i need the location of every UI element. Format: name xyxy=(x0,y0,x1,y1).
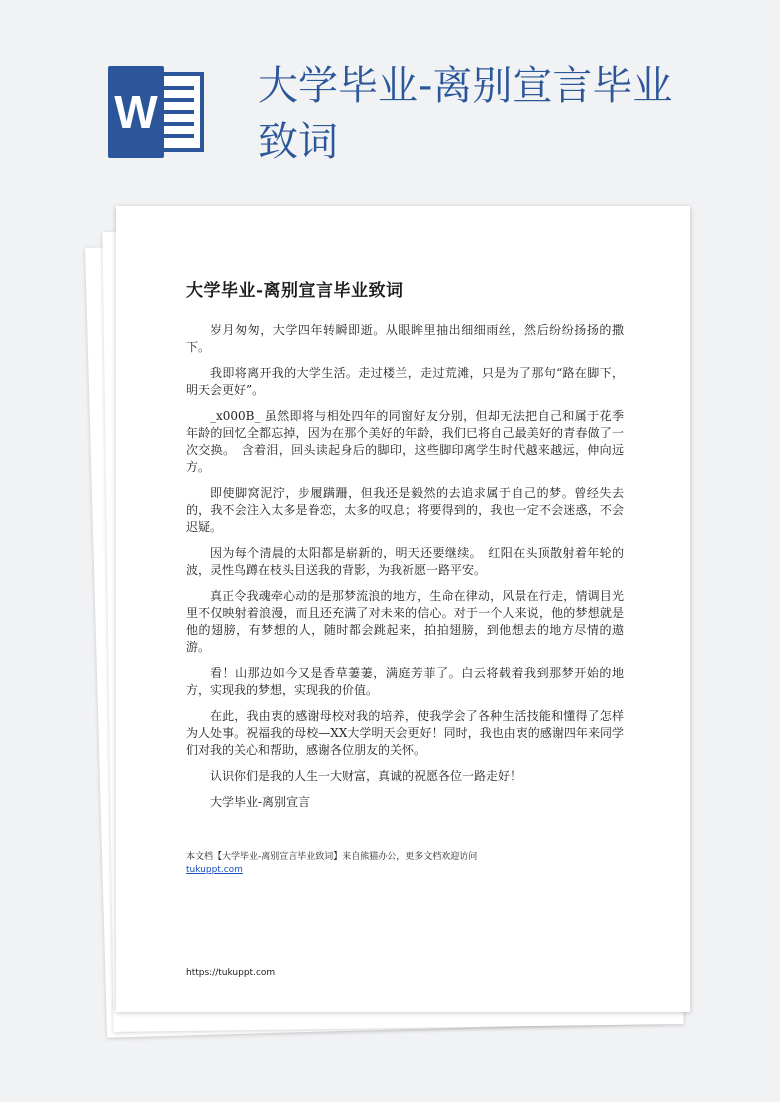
paragraph: 即使脚窝泥泞，步履蹒跚，但我还是毅然的去追求属于自己的梦。曾经失去的，我不会注入太多是眷恋，太多的叹息；将要得到的，我也一定不会迷惑，不会迟疑。 xyxy=(186,486,624,534)
paragraph: 在此，我由衷的感谢母校对我的培养，使我学会了各种生活技能和懂得了怎样为人处事。祝福我的母校—XX大学明天会更好！同时，我也由衷的感谢四年来同学们对我的关心和帮助，感谢各位朋友的关怀。 xyxy=(186,709,624,757)
word-document-icon xyxy=(108,66,208,158)
source-footnote xyxy=(186,851,477,877)
paragraph: 岁月匆匆，大学四年转瞬即逝。从眼眸里抽出细细雨丝，然后纷纷扬扬的撒下。 xyxy=(186,323,624,354)
paragraph: 看！山那边如今又是香草萋萋，满庭芳菲了。白云将载着我到那梦开始的地方，实现我的梦想，实现我的价值。 xyxy=(186,666,624,697)
document-page xyxy=(116,206,690,1012)
header-title: 大学毕业-离别宣言毕业致词 xyxy=(258,63,673,165)
document-body xyxy=(186,322,624,820)
word-logo-letter: W xyxy=(108,66,164,158)
signature-line: 大学毕业-离别宣言 xyxy=(210,795,311,809)
document-title: 大学毕业-离别宣言毕业致词 xyxy=(186,281,404,301)
paragraph: 认识你们是我的人生一大财富，真诚的祝愿各位一路走好！ xyxy=(210,769,523,783)
footnote-link[interactable]: tukuppt.com xyxy=(186,865,243,875)
paragraph: 真正令我魂牵心动的是那梦流浪的地方，生命在律动，风景在行走，情调目光里不仅映射着浪漫，而且还充满了对未来的信心。对于一个人来说，他的梦想就是他的翅膀，有梦想的人，随时都会跳起来，拍拍翅膀，到他想去的地方尽情的遨游。 xyxy=(186,589,624,654)
bottom-url[interactable]: https://tukuppt.com xyxy=(186,968,276,978)
footnote-text: 本文档【大学毕业-离别宣言毕业致词】来自熊猫办公，更多文档欢迎访问 xyxy=(186,852,478,862)
paragraph: _x000B_ 虽然即将与相处四年的同窗好友分别，但却无法把自己和属于花季年龄的回忆全都忘掉，因为在那个美好的年龄，我们已将自己最美好的青春做了一次交换。 含着泪，回头读起身后的脚印，这些脚印离学生时代越来越远，伸向远方。 xyxy=(186,409,624,474)
paragraph: 因为每个清晨的太阳都是崭新的，明天还要继续。 红阳在头顶散射着年轮的波，灵性鸟蹲在枝头目送我的背影，为我祈愿一路平安。 xyxy=(186,546,624,577)
paragraph: 我即将离开我的大学生活。走过楼兰，走过荒滩，只是为了那句“路在脚下，明天会更好”。 xyxy=(186,366,624,397)
